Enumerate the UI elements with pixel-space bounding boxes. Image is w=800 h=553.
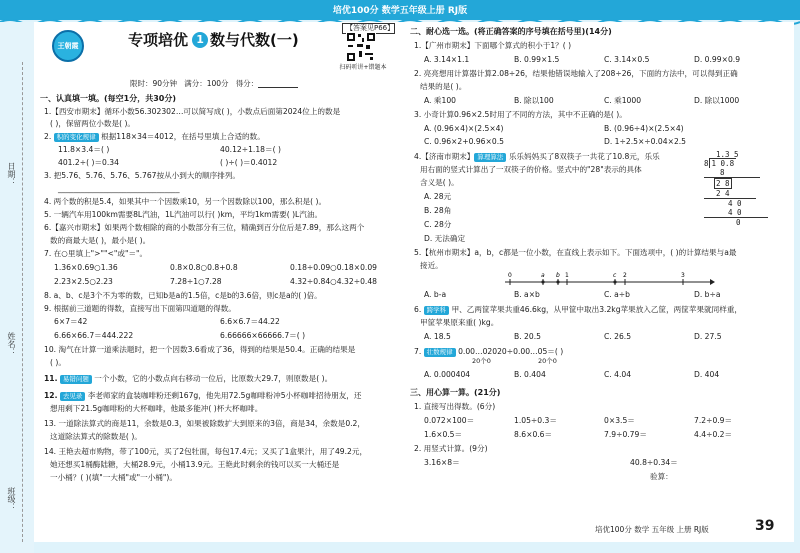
question-6-line2: 数的商最大是( )，最小是( )。 [50,236,151,245]
question-4: 4. 两个数的积是5.4，如果其中一个因数乘10，另一个因数除以100，那么积是( )。 [44,197,327,206]
q7-r1-c: 0.18÷0.09○0.18×0.09 [290,263,377,272]
check-label: 验算： [650,472,673,481]
r-q3-opt-c: C. 0.96×2+0.96×0.5 [424,137,504,146]
q7-r2-b: 7.28÷1○7.28 [170,277,222,286]
q9-r2-b: 6.66666×66666.7＝( ) [220,331,306,340]
title-pre: 专项培优 [128,31,189,49]
div-step-3: 2 4 [704,189,756,199]
page-title [128,30,299,50]
number-line-arrow [710,279,715,285]
question-1-line2: ( )，保留两位小数是( )。 [50,119,136,128]
r-q4-opt-d: D. 无法确定 [424,234,466,243]
r-q6-text: 甲、乙两筐苹果共重46.6kg，从甲筐中取出3.2kg苹果放入乙筐，两筐苹果就同样重， [451,305,743,314]
r-q4-num: 4.【济南市期末】 [414,152,475,161]
q2-text: 根据118×34＝4012，在括号里填上合适的数。 [101,132,265,141]
calc-1-r1-a: 0.072×100＝ [424,416,475,425]
r-q6-opt-b: B. 20.5 [514,332,541,341]
q11-tag: 易错问题 [60,375,92,384]
score-blank[interactable] [258,79,298,88]
calc-1-r1-c: 0×3.5＝ [604,416,635,425]
r-q1-opt-b: B. 0.99×1.5 [514,55,560,64]
r-q7-tag: 壮数规律 [424,348,456,357]
q2-item-4: ( )÷( )＝0.4012 [220,158,278,167]
calc-2-a: 3.16×8＝ [424,458,460,467]
r-question-1: 1.【广州市期末】下面哪个算式的积小于1？( ) [414,41,572,50]
div-step-5: 4 0 [704,208,768,218]
calc-1-r2-d: 4.4÷0.2＝ [694,430,733,439]
r-q4-tag: 算理算法 [474,153,506,162]
r-q1-opt-a: A. 3.14×1.1 [424,55,470,64]
binding-strip [0,22,34,553]
r-q7-opt-c: C. 4.04 [604,370,632,379]
r-question-5-line2: 接近。 [420,261,443,270]
calc-1-r1-b: 1.05÷0.3＝ [514,416,557,425]
q3-answer-blank[interactable]: ________________________________ [58,184,180,193]
label-3: 3 [681,272,685,279]
r-q3-opt-b: B. (0.96÷4)×(2.5×4) [604,124,684,133]
question-14-line1: 14. 王艳去超市购物，带了100元，买了2包牡面，每包17.4元；又买了1盒果汁，用了49.2元， [44,447,368,456]
full-score: 满分：100分 [184,79,229,88]
number-line [505,270,715,290]
brand-text: 王朝霞 [57,42,79,50]
r-question-6-line1 [414,305,742,315]
r-q7-opt-b: B. 0.404 [514,370,546,379]
div-quotient: 1.3 5 [716,150,739,159]
calc-2-heading: 2. 用竖式计算。(9分) [414,444,488,453]
label-a: a [541,272,545,279]
r-q7-under-2: 20个0 [538,357,557,365]
q2-item-3: 401.2÷( )＝0.34 [58,158,119,167]
r-q5-opt-b: B. a×b [514,290,540,299]
question-10-line1: 10. 淘气在计算一道乘法题时，把一个因数3.6看成了36，得到的结果是50.4。正确的结果是 [44,345,356,354]
r-q6-tag: 跨学科 [424,306,450,315]
title-number: 1 [192,32,208,48]
class-label: 班级： [7,487,16,511]
point-c [613,280,616,283]
q7-r1-a: 1.36×0.69○1.36 [54,263,118,272]
r-q4-text: 乐乐妈妈买了8双筷子一共花了10.8元，乐乐 [508,152,660,161]
label-0: 0 [508,272,512,279]
r-q4-opt-c: C. 28分 [424,220,452,229]
r-question-5-line1: 5.【杭州市期末】a，b，c都是一位小数，在直线上表示如下。下面选项中，( )的计算结果与a最 [414,248,737,257]
qr-code-icon[interactable] [346,32,376,62]
section-3-heading: 三、用心算一算。(21分) [410,388,501,397]
question-7: 7. 在○里填上">""<"或"＝"。 [44,249,148,258]
question-9: 9. 根据前三道题的得数，直接写出下面第四道题的得数。 [44,304,236,313]
question-13-line1: 13. 一道除法算式的商是11，余数是0.3，如果被除数扩大到原来的3倍，商是34，余数是0.2， [44,419,365,428]
div-dividend: 1 0.8 [709,158,737,168]
time-limit: 限时：90分钟 [130,79,178,88]
question-1-line1: 1.【西安市期末】循环小数56.302302…可以简写成( )，小数点后面第2024位上的数是 [44,107,341,116]
brand-logo [46,30,114,56]
r-question-7 [414,347,563,357]
r-question-6-line2: 甲筐苹果原来重( )kg。 [420,318,499,327]
r-q3-opt-d: D. 1÷2.5×÷0.04×2.5 [604,137,687,146]
section-1-heading: 一、认真填一填。(每空1分，共30分) [40,94,177,103]
label-1: 1 [565,272,569,279]
r-q4-opt-b: B. 28角 [424,206,452,215]
calc-2-b: 40.8÷0.34＝ [630,458,678,467]
r-q4-opt-a: A. 28元 [424,192,452,201]
r-q6-opt-a: A. 18.5 [424,332,451,341]
question-3: 3. 把5.76、5.7̇6̇、5.7̇6、5.767按从小到大的顺序排列。 [44,171,241,180]
page-number: 39 [755,518,775,534]
div-step-2: 2 8 [716,179,730,188]
q9-r1-b: 6.6×6.7＝44.22 [220,317,280,326]
r-q2-opt-c: C. 乘1000 [604,96,642,105]
q9-r2-a: 6.66×66.7＝444.222 [54,331,134,340]
point-a [541,280,544,283]
name-label: 姓名： [7,332,16,356]
long-division [704,150,768,227]
question-2-line1 [44,132,265,142]
question-10-line2: ( )。 [50,358,66,367]
label-b: b [556,272,560,279]
q2-item-2: 40.12÷1.18＝( ) [220,145,281,154]
q12-tag: 去见录 [60,392,86,401]
r-q2-opt-b: B. 除以100 [514,96,554,105]
label-c: c [613,272,617,279]
banner-text: 培优100分 数学五年级上册 RJ版 [332,6,468,16]
r-q2-opt-d: D. 除以1000 [694,96,740,105]
cut-line [22,62,23,542]
r-q7-opt-d: D. 404 [694,370,720,379]
r-q7-num: 7. [414,347,422,356]
label-2: 2 [623,272,627,279]
r-q6-opt-d: D. 27.5 [694,332,722,341]
q2-num: 2. [44,132,52,141]
q7-r2-a: 2.23×2.5○2.23 [54,277,113,286]
point-b [556,280,559,283]
r-question-4-line3: 含义是( )。 [420,178,459,187]
question-13-line2: 这道除法算式的除数是( )。 [50,432,142,441]
answer-reference: 【答案见P66】 [342,23,395,34]
q7-r1-b: 0.8×0.8○0.8+0.8 [170,263,238,272]
question-14-line3: 一小桶？( )(填"一大桶"或"一小桶")。 [50,473,177,482]
question-14-line2: 她还想买1桶酶陆糖，大桶28.9元，小桶13.9元。王艳此时剩余的钱可以买一大桶还是 [50,460,340,469]
question-8: 8. a、b、c是3个不为零的数，已知b是a的1.5倍，c是b的3.6倍，则c是a的( )倍。 [44,291,322,300]
question-12-line2: 想用剩下21.5g咖啡粉的大杯咖啡，他最多能冲( )杯大杯咖啡。 [50,404,263,413]
footer-text: 培优100分 数学 五年级 上册 RJ版 [595,525,709,534]
section-2-heading: 二、耐心选一选。(将正确答案的序号填在括号里)(14分) [410,27,612,36]
calc-1-heading: 1. 直接写出得数。(6分) [414,402,496,411]
question-12-line1: 12. 去见录 李老师家的盒装咖啡粉还剩167g，他先用72.5g咖啡粉冲5小杯咖啡招待朋友，还 [44,391,362,400]
r-q6-opt-c: C. 26.5 [604,332,632,341]
r-q1-opt-d: D. 0.99×0.9 [694,55,741,64]
date-label: 日期： [7,162,16,186]
r-question-4-line1 [414,152,660,162]
question-5: 5. 一辆汽车用100km需要8L汽油，1L汽油可以行( )km，平均1km需要( )L汽油。 [44,210,323,219]
r-q7-under-1: 20个0 [472,357,491,365]
div-divisor: 8 [704,159,709,168]
r-question-3: 3. 小奇计算0.96×2.5时用了不同的方法，其中不正确的是( )。 [414,110,627,119]
r-q1-opt-c: C. 3.14×0.5 [604,55,650,64]
calc-1-r2-b: 8.6×0.6＝ [514,430,553,439]
top-banner [0,0,800,20]
left-column [40,24,395,539]
q2-tag: 积的变化规律 [54,133,99,142]
r-q2-opt-a: A. 乘100 [424,96,456,105]
r-q7-opt-a: A. 0.000404 [424,370,471,379]
calc-1-r2-a: 1.6×0.5＝ [424,430,463,439]
score-label: 得分： [235,79,259,88]
r-q3-opt-a: A. (0.96×4)×(2.5×4) [424,124,504,133]
r-q5-opt-d: D. b÷a [694,290,721,299]
div-step-4: 4 0 [728,199,742,208]
r-question-4-line2: 用右面的竖式计算出了一双筷子的价格。竖式中的"28"表示的具体 [420,165,642,174]
r-q7-text: 0.00…02020÷0.00…05＝( ) [458,347,564,356]
question-11: 11. 易错问题 一个小数，它的小数点向右移动一位后，比原数大29.7，则原数是( )。 [44,374,333,383]
q9-r1-a: 6×7＝42 [54,317,88,326]
calc-1-r1-d: 7.2÷0.9＝ [694,416,733,425]
r-q5-opt-c: C. a÷b [604,290,630,299]
div-step-1: 8 [704,168,760,178]
r-question-2-line2: 结果的是( )。 [420,82,467,91]
r-question-2-line1: 2. 亮亮想用计算器计算2.08÷26，结果他错误地输入了208÷26，下面的方法中，可以得到正确 [414,69,738,78]
q12-text: 李老师家的盒装咖啡粉还剩167g，他先用72.5g咖啡粉冲5小杯咖啡招待朋友，还 [87,391,362,400]
question-6-line1: 6.【嘉兴市期末】如果两个数相除的商的小数部分有三位，精确到百分位后是7.89，那么这两个 [44,223,365,232]
calc-1-r2-c: 7.9÷0.79＝ [604,430,647,439]
title-main: 数与代数(一) [210,31,299,49]
q2-item-1: 11.8×3.4＝( ) [58,145,110,154]
qr-caption: 扫码听讲+错题本 [339,64,387,71]
r-q6-num: 6. [414,305,422,314]
q7-r2-c: 4.32÷0.84○4.32÷0.48 [290,277,377,286]
r-q5-opt-a: A. b-a [424,290,447,299]
div-step-6: 0 [736,218,741,227]
limits-row [130,79,298,89]
q11-text: 一个小数，它的小数点向右移动一位后，比原数大29.7，则原数是( )。 [94,374,333,383]
